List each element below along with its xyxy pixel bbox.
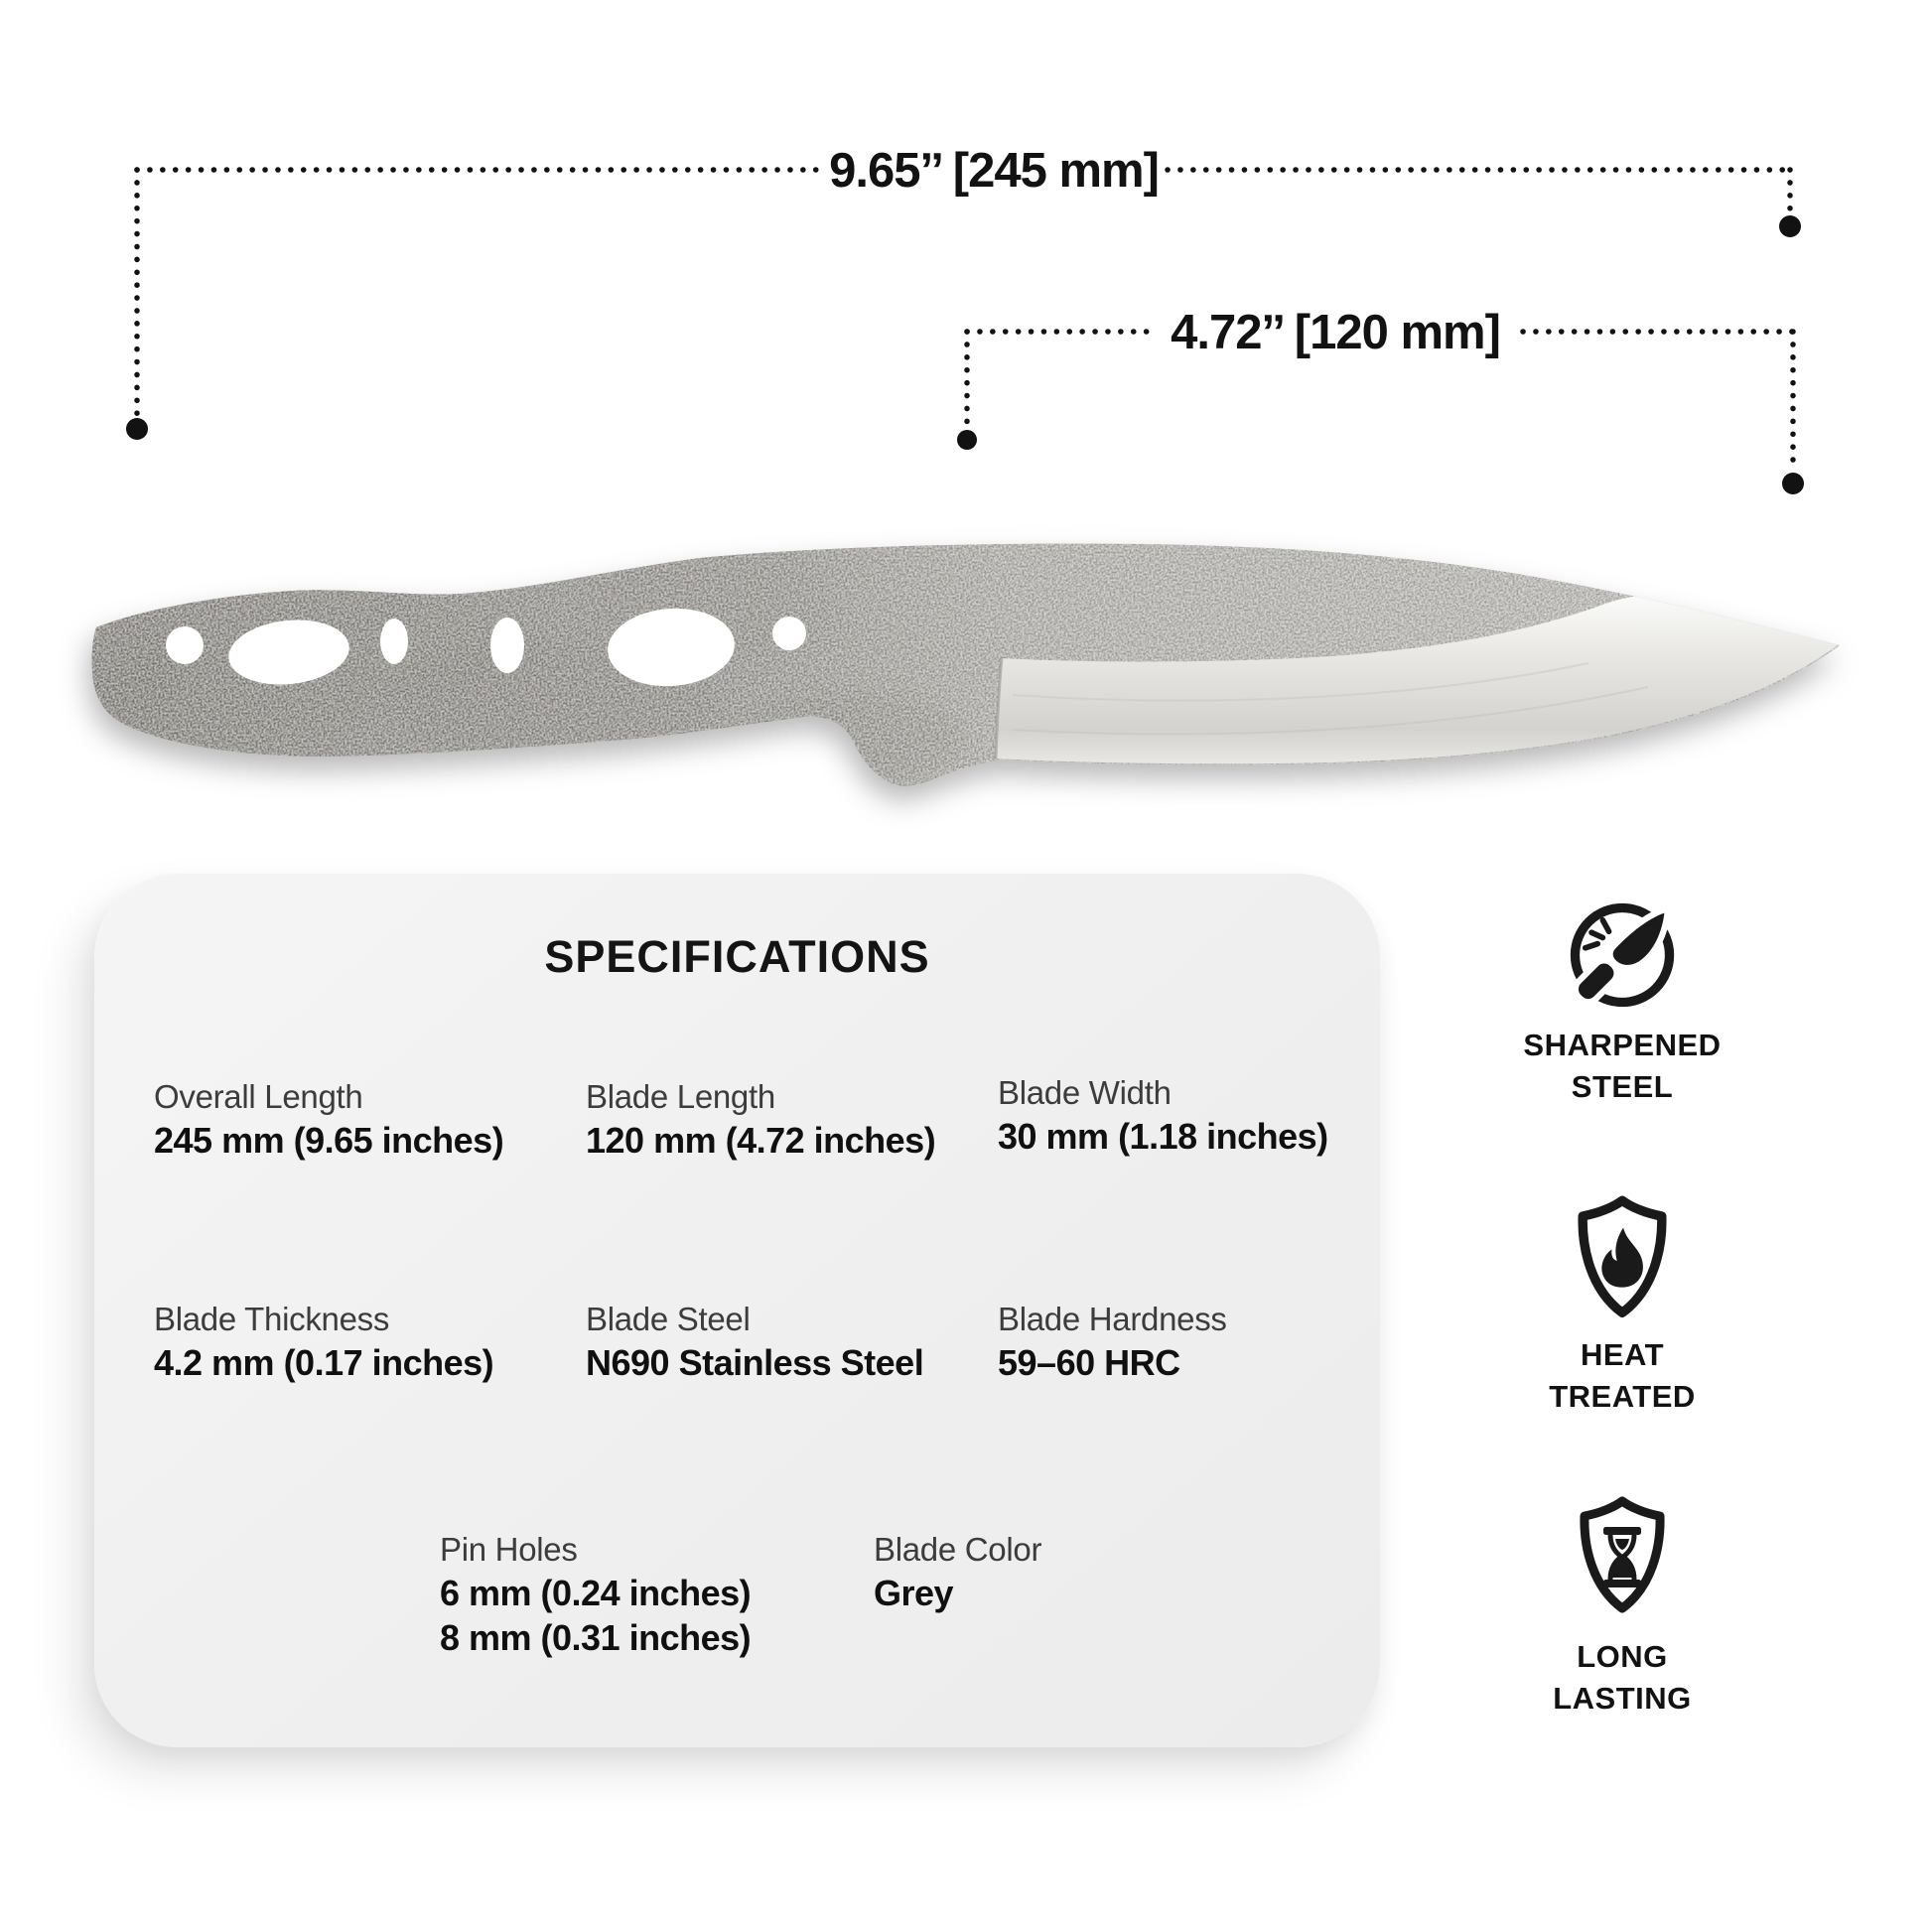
spec-value-blade-thickness: 4.2 mm (0.17 inches) (154, 1342, 494, 1383)
dimension-endpoint-dot (1779, 215, 1801, 237)
spec-label-overall-length: Overall Length (154, 1078, 363, 1115)
heat-treated-icon (1560, 1194, 1685, 1329)
spec-value-blade-hardness: 59–60 HRC (998, 1342, 1180, 1383)
spec-value-blade-steel: N690 Stainless Steel (586, 1342, 924, 1383)
spec-label-blade-color: Blade Color (874, 1531, 1042, 1568)
blade-length-dimension-label: 4.72’’ [120 mm] (1171, 306, 1500, 359)
spec-value-blade-color: Grey (874, 1573, 954, 1613)
spec-value-overall-length: 245 mm (9.65 inches) (154, 1120, 504, 1161)
spec-value-blade-width: 30 mm (1.18 inches) (998, 1116, 1328, 1157)
spec-value-pin-holes-1: 6 mm (0.24 inches) (440, 1573, 752, 1613)
feature-label-heat-treated: HEAT TREATED (1549, 1337, 1696, 1414)
spec-label-pin-holes: Pin Holes (440, 1531, 578, 1568)
spec-label-blade-steel: Blade Steel (586, 1301, 751, 1337)
sharpened-steel-icon (1561, 894, 1684, 1017)
spec-label-blade-hardness: Blade Hardness (998, 1301, 1227, 1337)
spec-label-blade-length: Blade Length (586, 1078, 775, 1115)
spec-label-blade-width: Blade Width (998, 1074, 1172, 1111)
feature-label-sharpened-steel: SHARPENED STEEL (1523, 1028, 1722, 1104)
spec-value-pin-holes-2: 8 mm (0.31 inches) (440, 1617, 752, 1658)
long-lasting-icon (1563, 1495, 1682, 1624)
spec-label-blade-thickness: Blade Thickness (154, 1301, 390, 1337)
dimension-endpoint-dot (126, 418, 148, 440)
overall-length-dimension-line (137, 170, 1790, 417)
specifications-title: SPECIFICATIONS (544, 931, 930, 982)
dimension-endpoint-dot (957, 430, 977, 450)
feature-label-long-lasting: LONG LASTING (1553, 1639, 1692, 1716)
dimension-endpoint-dot (1782, 473, 1804, 494)
spec-value-blade-length: 120 mm (4.72 inches) (586, 1120, 936, 1161)
overall-length-dimension-label: 9.65’’ [245 mm] (829, 144, 1159, 198)
